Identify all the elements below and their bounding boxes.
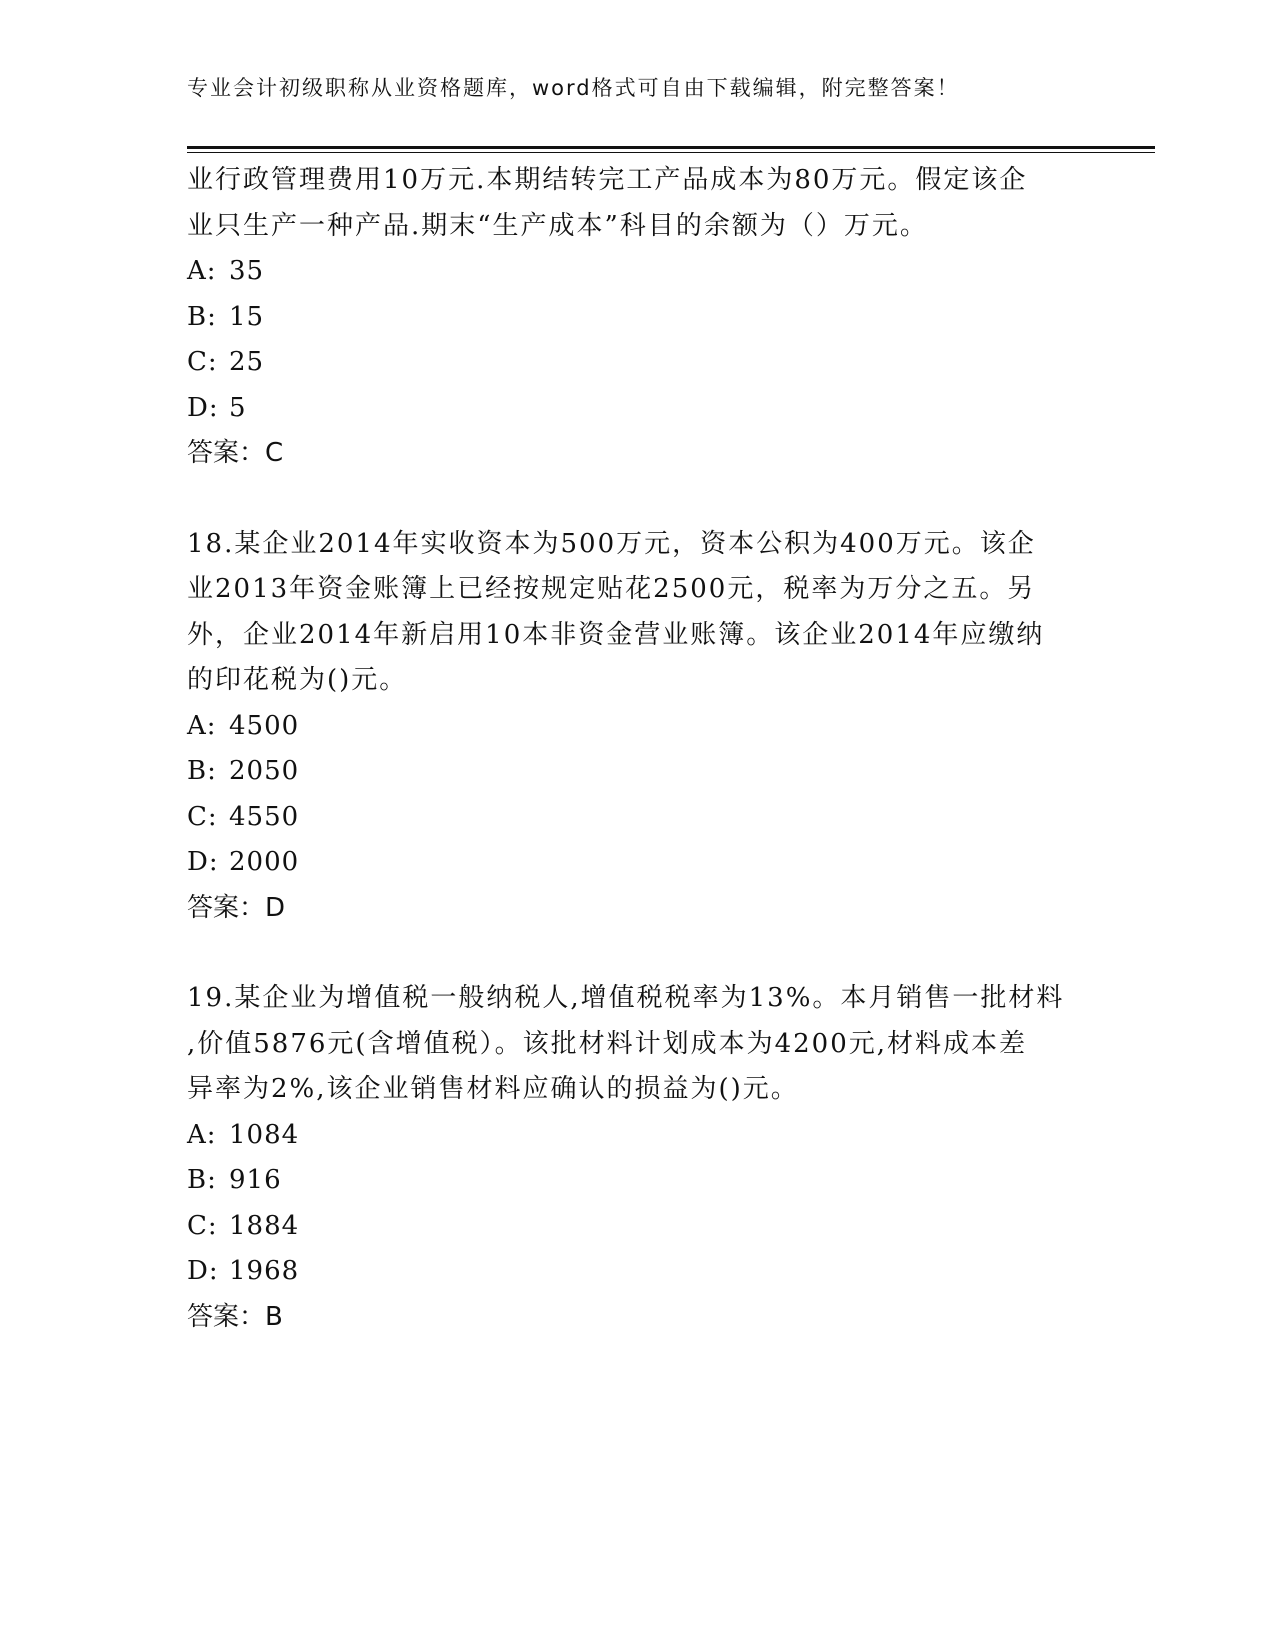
header-rule-thick [187,146,1155,149]
answer-value: D [265,892,286,923]
option-label: C: [187,347,218,377]
option-b [187,295,1087,341]
option-d [187,1249,1087,1295]
option-label: D: [187,847,219,877]
option-value: 2050 [229,756,300,786]
option-label: D: [187,392,219,423]
question-line: 业行政管理费用10万元.本期结转完工产品成本为80万元。假定该企 [187,165,1028,195]
option-label: A: [187,256,217,286]
option-value: 916 [229,1165,282,1195]
question-line: 异率为2%,该企业销售材料应确认的损益为()元。 [187,1074,799,1104]
page-header: 专业会计初级职称从业资格题库，word格式可自由下载编辑，附完整答案！ [187,76,960,100]
option-value: 4550 [229,801,300,832]
option-label: C: [187,1210,218,1241]
option-value: 35 [229,256,265,286]
question-line: 19.某企业为增值税一般纳税人,增值税税率为13%。本月销售一批材料 [187,983,1065,1013]
answer-label: 答案： [187,438,266,468]
option-label: D: [187,1256,219,1286]
header-rule-thin [187,152,1155,153]
option-d [187,386,1087,432]
question-line: 的印花税为()元。 [187,665,408,695]
option-value: 15 [229,301,265,332]
question-line: 业只生产一种产品.期末“生产成本”科目的余额为（）万元。 [187,210,928,241]
answer-label: 答案： [187,1301,266,1332]
answer-value: B [265,1301,283,1332]
question-17-continued [187,158,1087,477]
answer-label: 答案： [187,892,266,923]
answer-line [187,886,1087,932]
question-line: 18.某企业2014年实收资本为500万元，资本公积为400万元。该企 [187,528,1036,559]
question-list [187,158,1087,1340]
option-c [187,795,1087,841]
option-value: 25 [229,347,265,377]
question-19 [187,976,1087,1340]
option-value: 1084 [229,1119,300,1150]
question-line: ,价值5876元(含增值税）。该批材料计划成本为4200元,材料成本差 [187,1028,1028,1059]
option-label: C: [187,801,218,832]
option-a [187,249,1087,295]
option-b [187,749,1087,795]
option-a [187,704,1087,750]
option-label: B: [187,1165,217,1195]
option-value: 1884 [229,1210,300,1241]
option-label: B: [187,756,217,786]
answer-line [187,431,1087,477]
option-label: A: [187,710,217,741]
option-value: 2000 [229,847,300,877]
option-b [187,1158,1087,1204]
question-line: 业2013年资金账簿上已经按规定贴花2500元，税率为万分之五。另 [187,574,1036,604]
option-label: B: [187,301,217,332]
option-value: 5 [229,392,247,423]
option-d [187,840,1087,886]
option-value: 4500 [229,710,300,741]
option-a [187,1113,1087,1159]
option-c [187,340,1087,386]
option-value: 1968 [229,1256,300,1286]
option-c [187,1204,1087,1250]
answer-value: C [265,438,284,468]
answer-line [187,1295,1087,1341]
question-line: 外，企业2014年新启用10本非资金营业账簿。该企业2014年应缴纳 [187,619,1045,650]
option-label: A: [187,1119,217,1150]
question-18 [187,522,1087,932]
